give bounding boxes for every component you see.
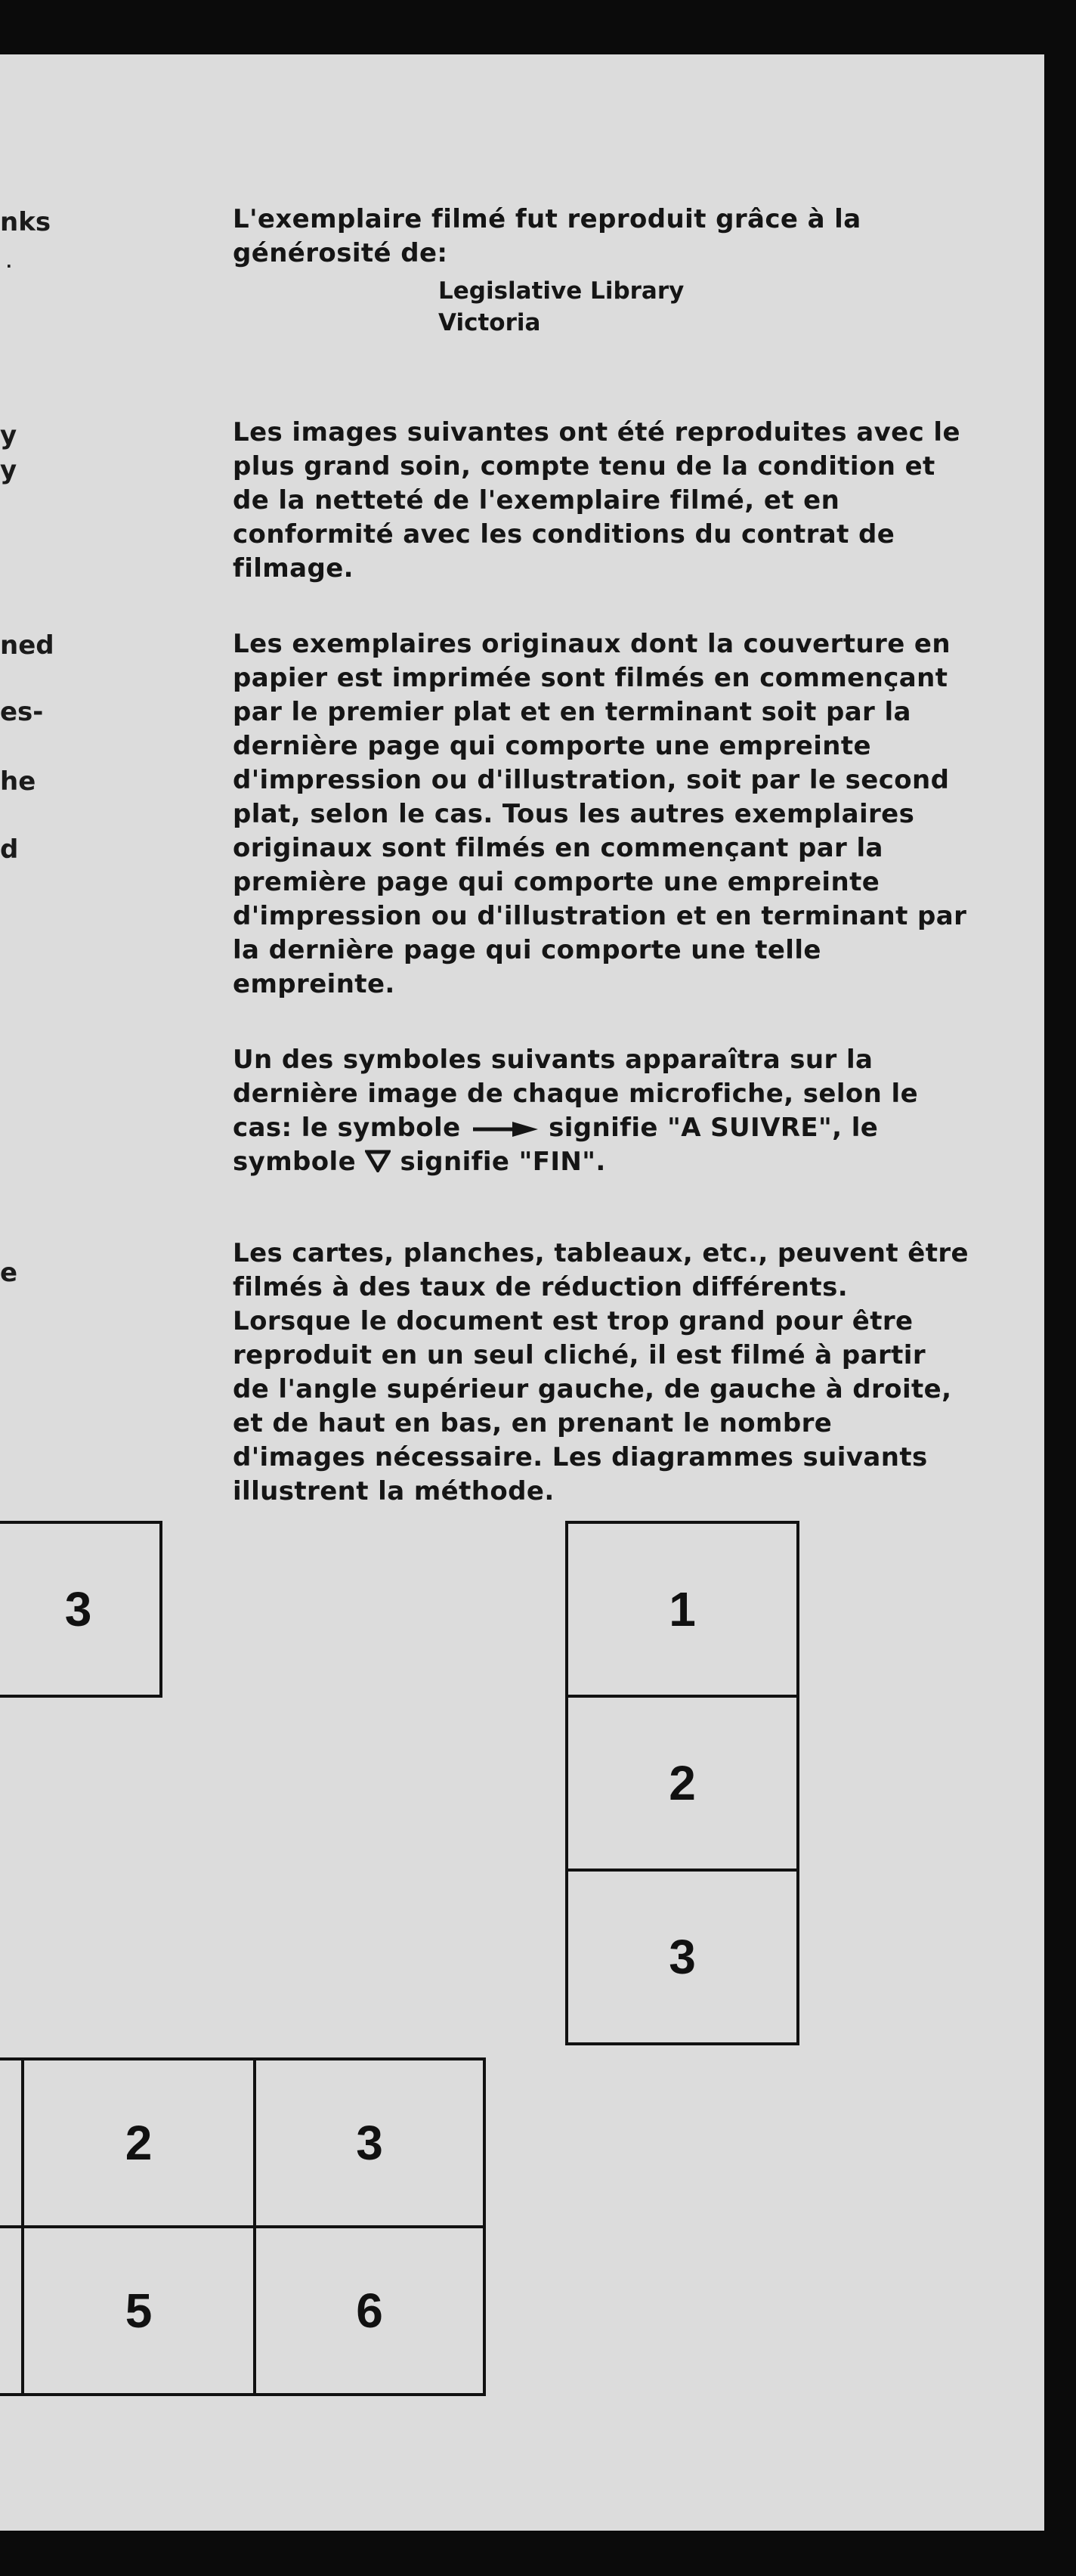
paragraph-originals: Les exemplaires originaux dont la couverture en papier est imprimée sont filmés en commençant par le premier plat et en terminant soit par la dernière page qui comporte une empreinte d'impression ou d'illustration, soit par le second plat, selon le cas. Tous les autres exemplaires originaux sont filmés en commençant par la première page qui comporte une empreinte d'impression ou d'illustration et en terminant par la dernière page qui comporte une telle empreinte. bbox=[233, 629, 967, 999]
left-fragment: he bbox=[0, 766, 36, 797]
left-fragment: d bbox=[0, 834, 19, 865]
left-fragment: · bbox=[6, 257, 12, 275]
library-name: Legislative Library Victoria bbox=[438, 277, 685, 336]
title-heading: L'exemplaire filmé fut reproduit grâce à la générosité de: bbox=[233, 204, 861, 268]
left-fragment: y bbox=[0, 420, 17, 450]
left-fragment: e bbox=[0, 1258, 18, 1288]
diagram-grid-cell: 6 bbox=[253, 2225, 486, 2396]
paragraph-method: Les cartes, planches, tableaux, etc., peuvent être filmés à des taux de réduction différents. Lorsque le document est trop grand pour être reproduit en un seul cliché, il est filmé à partir de l'angle supérieur gauche, de gauche à droite, et de haut en bas, en prenant le nombre d'images nécessaire. Les diagrammes suivants illustrent la méthode. bbox=[233, 1238, 969, 1506]
diagram-grid-cell: 3 bbox=[253, 2057, 486, 2228]
left-fragment: y bbox=[0, 455, 17, 485]
diagram-vertical-cell: 2 bbox=[565, 1695, 799, 1872]
diagram-grid-cell: 5 bbox=[21, 2225, 256, 2396]
arrow-right-icon bbox=[470, 1120, 540, 1138]
diagram-left-box: 3 bbox=[0, 1521, 162, 1698]
triangle-down-icon bbox=[365, 1150, 391, 1172]
diagram-vertical-cell: 3 bbox=[565, 1869, 799, 2045]
document-page bbox=[0, 54, 1044, 2531]
left-fragment: ned bbox=[0, 630, 54, 661]
left-fragment: nks bbox=[0, 207, 51, 237]
paragraph-symbols: Un des symboles suivants apparaîtra sur la dernière image de chaque microfiche, selon le cas: le symbole signifie "A SUIVRE", le symbole signifie "FIN". bbox=[233, 1045, 919, 1177]
diagram-vertical-cell: 1 bbox=[565, 1521, 799, 1698]
left-fragment: es- bbox=[0, 697, 44, 727]
diagram-grid-cell: 2 bbox=[21, 2057, 256, 2228]
paragraph-care: Les images suivantes ont été reproduites avec le plus grand soin, compte tenu de la condition et de la netteté de l'exemplaire filmé, et en conformité avec les conditions du contrat de filmage. bbox=[233, 417, 960, 584]
